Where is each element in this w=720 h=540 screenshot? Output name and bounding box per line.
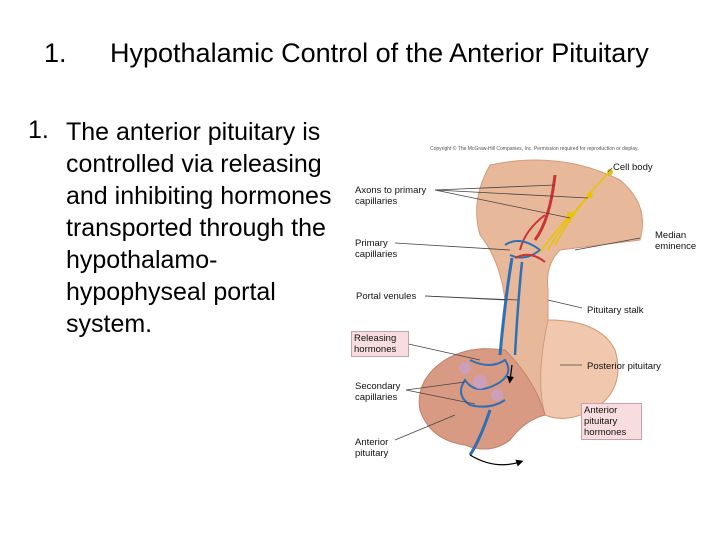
label-posterior-pituitary: Posterior pituitary (587, 361, 661, 372)
figure-copyright: Copyright © The McGraw-Hill Companies, Inc. Permission required for reproduction or display. (430, 146, 639, 152)
title-number: 1. (44, 38, 67, 68)
label-anterior-pituitary-hormones: Anterior pituitary hormones (581, 403, 642, 440)
bullet-number: 1. (28, 116, 49, 144)
label-axons: Axons to primary capillaries (355, 185, 427, 207)
label-secondary-capillaries: Secondary capillaries (355, 381, 401, 403)
label-pituitary-stalk: Pituitary stalk (587, 305, 644, 316)
bullet-text: The anterior pituitary is controlled via releasing and inhibiting hormones transported through the hypothalamo-hypophyseal portal system. (66, 118, 332, 338)
label-portal-venules: Portal venules (356, 291, 417, 302)
label-primary-capillaries: Primary capillaries (355, 238, 398, 260)
slide-title: Hypothalamic Control of the Anterior Pituitary (110, 38, 649, 68)
label-median-eminence: Median eminence (655, 230, 697, 252)
label-releasing-hormones: Releasing hormones (351, 331, 409, 357)
label-cell-body: Cell body (613, 162, 653, 173)
label-anterior-pituitary: Anterior pituitary (355, 437, 389, 459)
